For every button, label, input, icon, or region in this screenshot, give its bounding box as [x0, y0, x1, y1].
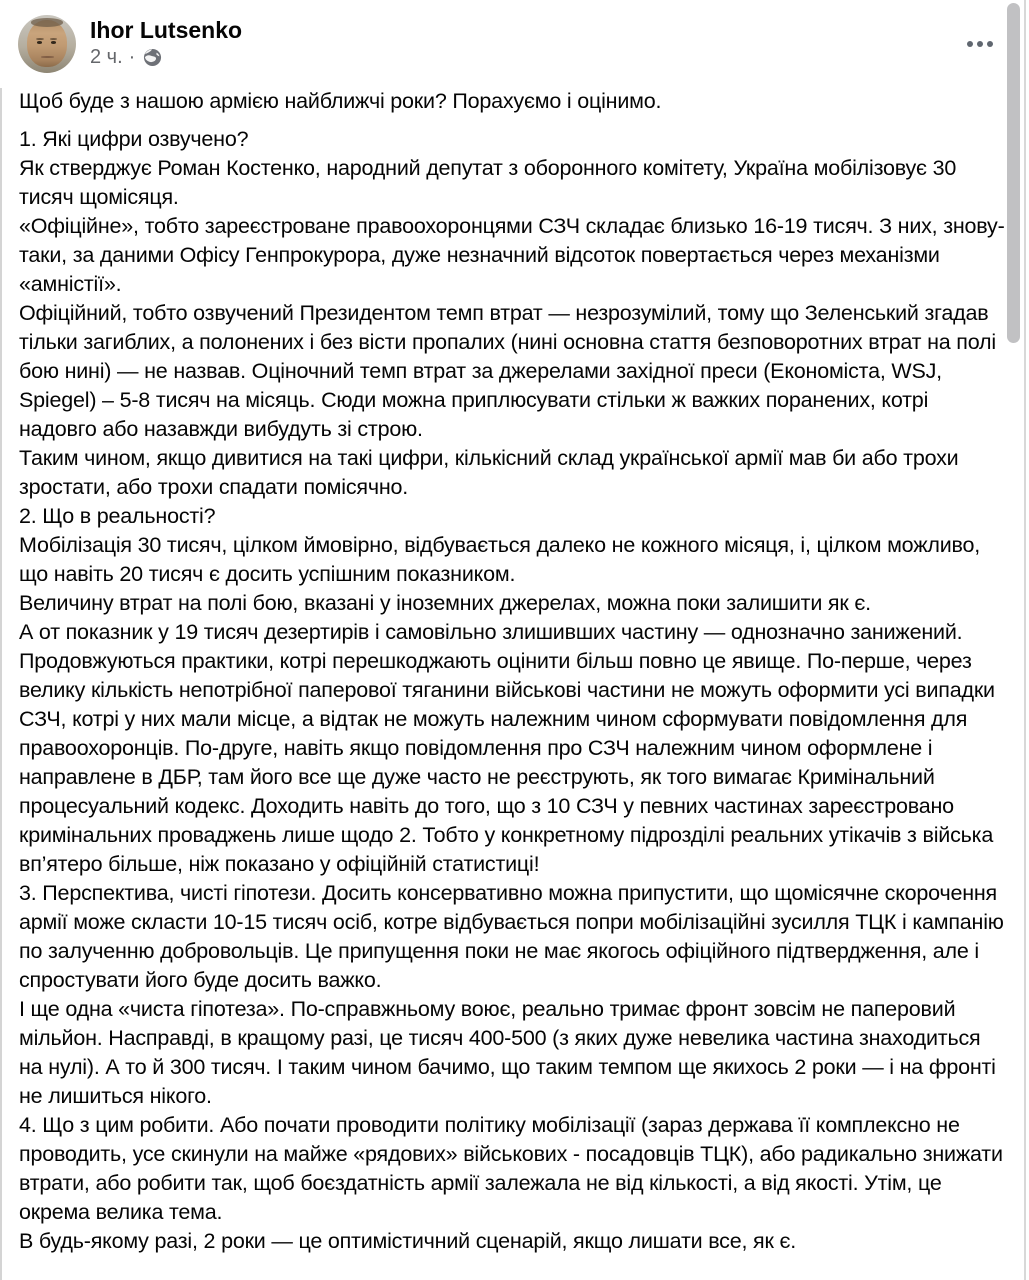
post-meta: [90, 45, 162, 69]
post-paragraph: А от показник у 19 тисяч дезертирів і самовільно злишивших частину — однозначно занижений. Продовжуються практики, котрі перешкоджають оцінити більш повно це явище. По-перше, через велику кількість непотрібної паперової тяганини військові частини не можуть оформити усі випадки СЗЧ, котрі у них мали місце, а відтак не можуть належним чином сформувати повідомлення для правоохоронців. По-друге, навіть якщо повідомлення про СЗЧ належним чином оформлене і направлене в ДБР, там його все ще дуже часто не реєструють, як того вимагає Кримінальний процесуальний кодекс. Доходить навіть до того, що з 10 СЗЧ у певних частинах зареєстровано кримінальних проваджень лише щодо 2. Тобто у конкретному підрозділі реальних утікачів з війська вп’ятеро більше, ніж показано у офіційній статистиці!: [19, 620, 995, 876]
post-paragraph: Як стверджує Роман Костенко, народний депутат з оборонного комітету, Україна мобілізовує 30 тисяч щомісяця.: [19, 156, 957, 209]
avatar-photo-hair: [31, 18, 63, 27]
post-paragraph: 2. Що в реальності?: [19, 504, 216, 528]
globe-public-icon: [143, 48, 162, 67]
post-body-text: [19, 87, 1009, 1256]
post-paragraph: 1. Які цифри озвучено?: [19, 127, 249, 151]
post-paragraph: Щоб буде з нашою армією найближчі роки? Порахуємо і оцінимо.: [19, 89, 662, 113]
meta-separator: ·: [128, 46, 136, 68]
post-paragraph: 4. Що з цим робити. Або почати проводити політику мобілізації (зараз держава її комплексно не проводить, усе скинули на майже «рядових» військових - посадовців ТЦК), або радикально знижати втрати, або робити так, щоб боєздатність армії залежала не від кількості, а від якості. Утім, це окрема велика тема.: [19, 1113, 1003, 1224]
author-name[interactable]: Ihor Lutsenko: [90, 17, 243, 43]
post-paragraph: І ще одна «чиста гіпотеза». По-справжньому воює, реально тримає фронт зовсім не паперовий мільйон. Насправді, в кращому разі, це тисяч 400-500 (з яких дуже невелика частина знаходиться на нулі). А то й 300 тисяч. І таким чином бачимо, що таким темпом ще якихось 2 роки — і на фронті не лишиться нікого.: [19, 997, 996, 1108]
avatar-photo: [27, 20, 66, 66]
post-header: [0, 0, 1029, 88]
post-paragraph: Мобілізація 30 тисяч, цілком ймовірно, відбувається далеко не кожного місяця, і, цілком можливо, що навіть 20 тисяч є досить успішним показником.: [19, 533, 981, 586]
post-paragraph: Величину втрат на полі бою, вказані у іноземних джерелах, можна поки залишити як є.: [19, 591, 871, 615]
timestamp[interactable]: 2 ч.: [90, 46, 123, 68]
scrollbar-thumb[interactable]: [1007, 3, 1020, 343]
three-dots-icon: [967, 41, 993, 47]
post-paragraph: «Офіційне», тобто зареєстроване правоохоронцями СЗЧ складає близько 16-19 тисяч. З них, знову-таки, за даними Офісу Генпрокурора, дуже незначний відсоток повертається через механізми «амністії».: [19, 214, 1005, 296]
avatar[interactable]: [18, 15, 76, 73]
post-paragraph: 3. Перспектива, чисті гіпотези. Досить консервативно можна припустити, що щомісячне скорочення армії може скласти 10-15 тисяч осіб, котре відбувається попри мобілізаційні зусилля ТЦК і кампанію по залученню добровольців. Це припущення поки не має якогось офіційного підтвердження, але і спростувати його буде досить важко.: [19, 881, 1004, 992]
post-paragraph: Таким чином, якщо дивитися на такі цифри, кількісний склад української армії мав би або трохи зростати, або трохи спадати помісячно.: [19, 446, 959, 499]
post-paragraph: В будь-якому разі, 2 роки — це оптимістичний сценарій, якщо лишати все, як є.: [19, 1229, 796, 1253]
more-options-button[interactable]: [956, 26, 1004, 62]
post-paragraph: Офіційний, тобто озвучений Президентом темп втрат — незрозумілий, тому що Зеленський згадав тільки загиблих, а полонених і без вісти пропалих (нині основна стаття безповоротних втрат на полі бою нині) — не назвав. Оціночний темп втрат за джерелами західної преси (Економіста, WSJ, Spiegel) – 5-8 тисяч на місяць. Сюди можна приплюсувати стільки ж важких поранених, котрі надовго або назавжди вибудуть зі строю.: [19, 301, 996, 441]
page-left-border: [0, 0, 2, 1280]
page-right-border: [1024, 0, 1026, 1280]
